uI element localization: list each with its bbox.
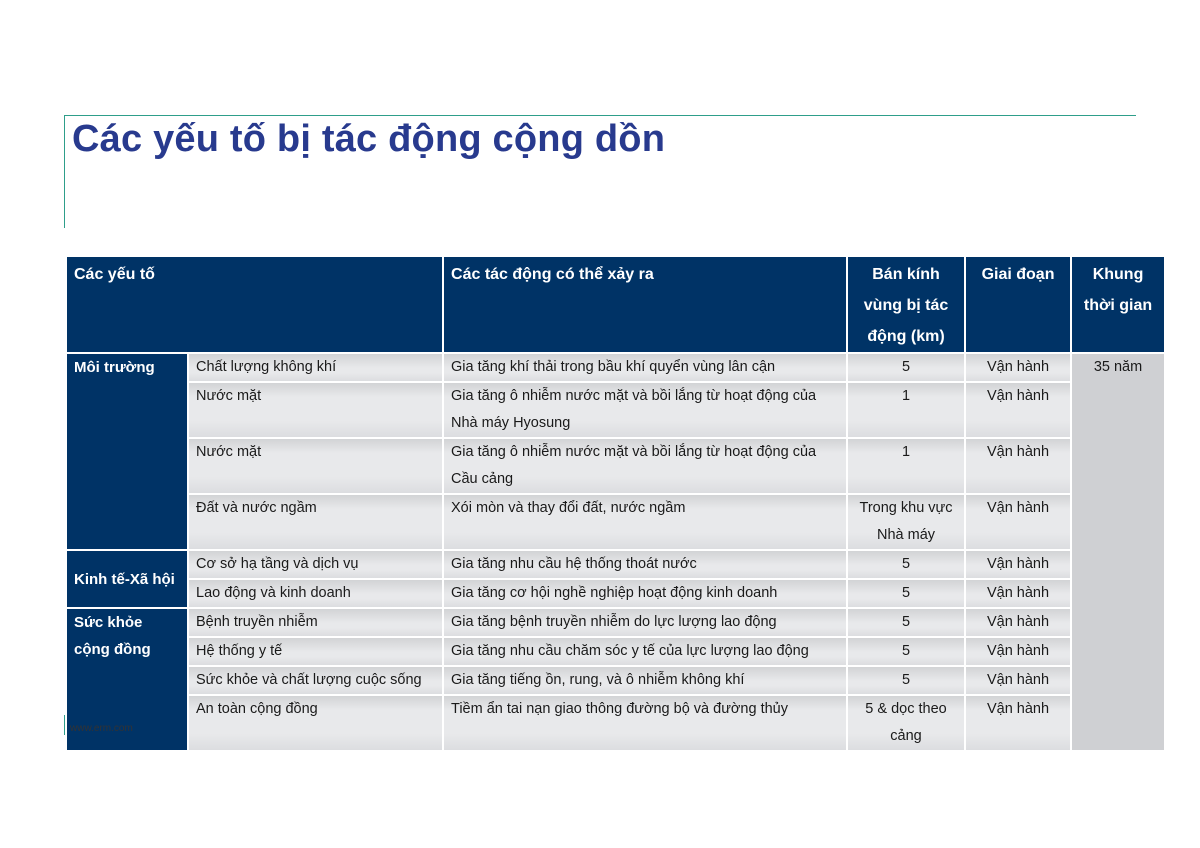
header-timeframe-line1: Khung — [1092, 266, 1144, 283]
table-row — [66, 695, 1165, 751]
header-timeframe-line2: thời gian — [1083, 297, 1153, 314]
factor-cell: Lao động và kinh doanh — [188, 579, 443, 608]
category-socioeconomic: Kinh tế-Xã hội — [66, 550, 188, 608]
phase-cell: Vận hành — [965, 550, 1071, 579]
factor-cell: Bệnh truyền nhiễm — [188, 608, 443, 637]
impact-line: Tiềm ẩn tai nạn giao thông đường bộ và đường thủy — [451, 701, 788, 717]
phase-cell: Vận hành — [965, 666, 1071, 695]
impact-cell — [443, 382, 847, 438]
radius-line: 5 — [901, 672, 911, 688]
footer-url: www.erm.com — [70, 723, 133, 734]
table-row — [66, 438, 1165, 494]
radius-cell — [847, 695, 965, 751]
factor-cell: Chất lượng không khí — [188, 353, 443, 382]
impact-line: Gia tăng nhu cầu hệ thống thoát nước — [451, 556, 697, 572]
radius-cell — [847, 353, 965, 382]
table-row — [66, 550, 1165, 579]
phase-cell: Vận hành — [965, 579, 1071, 608]
table-header-row — [66, 256, 1165, 353]
radius-cell — [847, 637, 965, 666]
radius-cell — [847, 550, 965, 579]
phase-cell: Vận hành — [965, 382, 1071, 438]
impact-cell — [443, 353, 847, 382]
category-health-line2: cộng đồng — [74, 641, 151, 658]
factor-cell: Nước mặt — [188, 382, 443, 438]
impact-cell — [443, 550, 847, 579]
table-row — [66, 637, 1165, 666]
radius-cell — [847, 494, 965, 550]
impact-line: Gia tăng cơ hội nghề nghiệp hoạt động kinh doanh — [451, 585, 778, 601]
radius-line: 1 — [901, 444, 911, 460]
radius-line: 5 — [901, 556, 911, 572]
phase-cell: Vận hành — [965, 438, 1071, 494]
impact-line: Gia tăng khí thải trong bầu khí quyển vùng lân cận — [451, 359, 776, 375]
header-radius-line3: động (km) — [867, 328, 945, 345]
phase-cell: Vận hành — [965, 695, 1071, 751]
radius-line: 5 — [901, 643, 911, 659]
factor-cell: An toàn cộng đồng — [188, 695, 443, 751]
radius-line: Trong khu vực — [859, 500, 953, 516]
impact-line: Gia tăng tiếng ồn, rung, và ô nhiễm không khí — [451, 672, 745, 688]
phase-cell: Vận hành — [965, 637, 1071, 666]
radius-cell — [847, 608, 965, 637]
table-row — [66, 494, 1165, 550]
phase-cell: Vận hành — [965, 353, 1071, 382]
header-radius-line1: Bán kính — [872, 266, 940, 283]
table-row — [66, 382, 1165, 438]
impact-cell — [443, 695, 847, 751]
header-radius — [847, 256, 965, 353]
timeframe-cell: 35 năm — [1071, 353, 1165, 751]
radius-line: 5 & dọc theo — [865, 701, 947, 717]
impact-line: Cầu cảng — [451, 471, 514, 487]
table-row — [66, 608, 1165, 637]
header-rule — [64, 115, 1136, 116]
factor-cell: Đất và nước ngầm — [188, 494, 443, 550]
impact-line: Gia tăng ô nhiễm nước mặt và bồi lắng từ hoạt động của — [451, 444, 817, 460]
impact-line: Gia tăng bệnh truyền nhiễm do lực lượng lao động — [451, 614, 777, 630]
impact-cell — [443, 438, 847, 494]
header-impacts: Các tác động có thể xảy ra — [443, 256, 847, 353]
radius-line: Nhà máy — [877, 527, 936, 543]
impact-line: Nhà máy Hyosung — [451, 415, 571, 431]
cumulative-impact-table — [65, 255, 1166, 752]
impact-line: Gia tăng ô nhiễm nước mặt và bồi lắng từ hoạt động của — [451, 388, 817, 404]
header-timeframe — [1071, 256, 1165, 353]
radius-cell — [847, 579, 965, 608]
radius-line: 5 — [901, 359, 911, 375]
page-title: Các yếu tố bị tác động cộng dồn — [72, 118, 666, 160]
factor-cell: Nước mặt — [188, 438, 443, 494]
header-factors: Các yếu tố — [66, 256, 443, 353]
phase-cell: Vận hành — [965, 494, 1071, 550]
factor-cell: Sức khỏe và chất lượng cuộc sống — [188, 666, 443, 695]
impact-cell — [443, 637, 847, 666]
category-environment: Môi trường — [66, 353, 188, 550]
category-health-line1: Sức khỏe — [74, 614, 143, 631]
header-radius-line2: vùng bị tác — [863, 297, 949, 314]
table-row — [66, 666, 1165, 695]
impact-cell — [443, 494, 847, 550]
factor-cell: Hệ thống y tế — [188, 637, 443, 666]
impact-cell — [443, 666, 847, 695]
radius-line: 5 — [901, 614, 911, 630]
factor-cell: Cơ sở hạ tầng và dịch vụ — [188, 550, 443, 579]
radius-line: 5 — [901, 585, 911, 601]
impact-cell — [443, 579, 847, 608]
impact-line: Gia tăng nhu cầu chăm sóc y tế của lực lượng lao động — [451, 643, 809, 659]
table-row — [66, 579, 1165, 608]
radius-line: 1 — [901, 388, 911, 404]
impact-line: Xói mòn và thay đổi đất, nước ngầm — [451, 500, 686, 516]
left-accent-rule — [64, 115, 65, 228]
radius-cell — [847, 438, 965, 494]
header-phase: Giai đoạn — [965, 256, 1071, 353]
radius-cell — [847, 666, 965, 695]
radius-cell — [847, 382, 965, 438]
impact-cell — [443, 608, 847, 637]
table-row — [66, 353, 1165, 382]
phase-cell: Vận hành — [965, 608, 1071, 637]
radius-line: cảng — [890, 728, 922, 744]
